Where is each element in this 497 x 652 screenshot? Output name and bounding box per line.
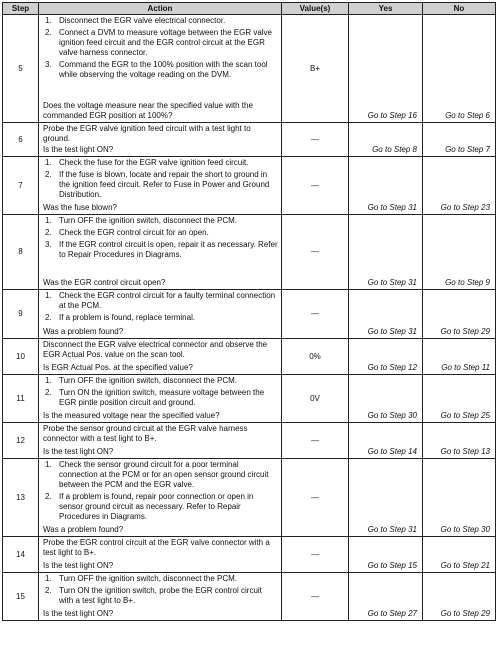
no-link[interactable]: Go to Step 7: [423, 123, 496, 157]
header-no: No: [423, 3, 496, 15]
table-row: [3, 123, 496, 157]
value-cell: —: [282, 123, 349, 157]
yes-link[interactable]: Go to Step 31: [349, 215, 423, 290]
table-row: [3, 15, 496, 123]
step-number: 8: [3, 215, 39, 290]
value-cell: —: [282, 423, 349, 459]
yes-link[interactable]: Go to Step 31: [349, 459, 423, 537]
action-cell: [39, 375, 282, 423]
instruction-item: [43, 28, 278, 58]
instruction-text: Turn OFF the ignition switch, disconnect the PCM.: [59, 216, 237, 225]
value-cell: 0V: [282, 375, 349, 423]
instruction-text: Turn ON the ignition switch, measure voltage between the EGR pintle position circuit and ground.: [59, 388, 265, 407]
instruction-item: [43, 240, 278, 260]
question-text: Was the fuse blown?: [43, 203, 117, 212]
yes-link[interactable]: Go to Step 14: [349, 423, 423, 459]
header-action: Action: [39, 3, 282, 15]
step-number: 6: [3, 123, 39, 157]
instruction-text: Command the EGR to the 100% position with the scan tool while observing the voltage reading on the DVM.: [59, 60, 268, 79]
action-cell: [39, 123, 282, 157]
step-instructions: [43, 460, 278, 522]
instruction-number: 2.: [45, 388, 52, 397]
table-row: [3, 573, 496, 621]
step-number: 7: [3, 157, 39, 215]
table-row: [3, 459, 496, 537]
instruction-number: 2.: [45, 170, 52, 179]
header-row: [3, 3, 496, 15]
instruction-number: 1.: [45, 376, 52, 385]
instruction-number: 1.: [45, 216, 52, 225]
instruction-item: [43, 228, 278, 238]
yes-link[interactable]: Go to Step 27: [349, 573, 423, 621]
value-cell: —: [282, 573, 349, 621]
instruction-number: 2.: [45, 492, 52, 501]
action-cell: [39, 537, 282, 573]
step-instructions: [43, 376, 278, 408]
value-cell: —: [282, 537, 349, 573]
no-link[interactable]: Go to Step 21: [423, 537, 496, 573]
instruction-number: 3.: [45, 240, 52, 249]
instruction-number: 2.: [45, 28, 52, 37]
instruction-item: [43, 460, 278, 490]
instruction-item: [43, 60, 278, 80]
no-link[interactable]: Go to Step 11: [423, 339, 496, 375]
value-cell: —: [282, 215, 349, 290]
no-link[interactable]: Go to Step 29: [423, 290, 496, 339]
instruction-item: [43, 574, 278, 584]
instruction-number: 2.: [45, 313, 52, 322]
no-link[interactable]: Go to Step 29: [423, 573, 496, 621]
instruction-item: [43, 492, 278, 522]
instruction-text: If a problem is found, replace terminal.: [59, 313, 196, 322]
instruction-text: Check the EGR control circuit for a faulty terminal connection at the PCM.: [59, 291, 276, 310]
action-cell: [39, 573, 282, 621]
question-text: Is the test light ON?: [43, 447, 114, 456]
instruction-text: If the fuse is blown, locate and repair the short to ground in the ignition feed circuit. Refer to Fuse in Power and Ground Distribution.: [59, 170, 270, 199]
table-row: [3, 290, 496, 339]
instruction-text: Check the fuse for the EGR valve ignition feed circuit.: [59, 158, 249, 167]
instruction-item: [43, 216, 278, 226]
instruction-number: 3.: [45, 60, 52, 69]
instruction-number: 2.: [45, 228, 52, 237]
step-instructions: [43, 16, 278, 80]
value-cell: 0%: [282, 339, 349, 375]
yes-link[interactable]: Go to Step 31: [349, 157, 423, 215]
step-number: 9: [3, 290, 39, 339]
action-cell: [39, 157, 282, 215]
instruction-text: Check the sensor ground circuit for a poor terminal connection at the PCM or for an open sensor ground circuit between the PCM and the EGR valve.: [59, 460, 269, 489]
no-link[interactable]: Go to Step 13: [423, 423, 496, 459]
yes-link[interactable]: Go to Step 15: [349, 537, 423, 573]
table-row: [3, 157, 496, 215]
action-cell: [39, 459, 282, 537]
instruction-number: 1.: [45, 460, 52, 469]
question-text: Was the EGR control circuit open?: [43, 278, 166, 287]
action-cell: [39, 215, 282, 290]
no-link[interactable]: Go to Step 9: [423, 215, 496, 290]
question-text: Is EGR Actual Pos. at the specified value?: [43, 363, 193, 372]
instruction-text: Turn ON the ignition switch, probe the EGR control circuit with a test light to B+.: [59, 586, 262, 605]
question-text: Is the test light ON?: [43, 145, 114, 154]
header-yes: Yes: [349, 3, 423, 15]
instruction-item: [43, 170, 278, 200]
instruction-number: 1.: [45, 158, 52, 167]
instruction-item: [43, 388, 278, 408]
instruction-text: Disconnect the EGR valve electrical connector.: [59, 16, 226, 25]
question-text: Does the voltage measure near the specified value with the commanded EGR position at 100%?: [43, 101, 253, 120]
action-text: Disconnect the EGR valve electrical connector and observe the EGR Actual Pos. value on the scan tool.: [43, 340, 268, 359]
instruction-number: 1.: [45, 291, 52, 300]
instruction-text: Connect a DVM to measure voltage between the EGR valve ignition feed circuit and the EGR control circuit at the EGR valve harness connector.: [59, 28, 272, 57]
step-instructions: [43, 574, 278, 606]
instruction-text: Turn OFF the ignition switch, disconnect the PCM.: [59, 574, 237, 583]
instruction-text: Check the EGR control circuit for an open.: [59, 228, 209, 237]
table-row: [3, 375, 496, 423]
action-cell: [39, 15, 282, 123]
yes-link[interactable]: Go to Step 12: [349, 339, 423, 375]
step-number: 15: [3, 573, 39, 621]
table-row: [3, 339, 496, 375]
no-link[interactable]: Go to Step 23: [423, 157, 496, 215]
step-number: 11: [3, 375, 39, 423]
yes-link[interactable]: Go to Step 8: [349, 123, 423, 157]
instruction-item: [43, 16, 278, 26]
question-text: Was a problem found?: [43, 525, 124, 534]
yes-link[interactable]: Go to Step 30: [349, 375, 423, 423]
value-cell: —: [282, 157, 349, 215]
instruction-text: If a problem is found, repair poor connection or open in sensor ground circuit as necessary. Refer to Repair Procedures in Diagrams.: [59, 492, 254, 521]
value-cell: —: [282, 459, 349, 537]
no-link[interactable]: Go to Step 30: [423, 459, 496, 537]
instruction-number: 1.: [45, 16, 52, 25]
step-number: 13: [3, 459, 39, 537]
yes-link[interactable]: Go to Step 31: [349, 290, 423, 339]
instruction-item: [43, 586, 278, 606]
instruction-number: 2.: [45, 586, 52, 595]
instruction-item: [43, 313, 278, 323]
no-link[interactable]: Go to Step 25: [423, 375, 496, 423]
table-row: [3, 423, 496, 459]
header-values: Value(s): [282, 3, 349, 15]
question-text: Was a problem found?: [43, 327, 124, 336]
value-cell: —: [282, 290, 349, 339]
instruction-text: If the EGR control circuit is open, repair it as necessary. Refer to Repair Procedures in Diagrams.: [59, 240, 278, 259]
step-number: 14: [3, 537, 39, 573]
header-step: Step: [3, 3, 39, 15]
step-instructions: [43, 291, 278, 323]
instruction-number: 1.: [45, 574, 52, 583]
value-cell: B+: [282, 15, 349, 123]
step-number: 10: [3, 339, 39, 375]
instruction-item: [43, 291, 278, 311]
action-cell: [39, 339, 282, 375]
action-text: Probe the EGR control circuit at the EGR valve connector with a test light to B+.: [43, 538, 270, 557]
no-link[interactable]: Go to Step 6: [423, 15, 496, 123]
diagnostic-table: [2, 2, 496, 621]
action-text: Probe the sensor ground circuit at the EGR valve harness connector with a test light to B+.: [43, 424, 248, 443]
instruction-text: Turn OFF the ignition switch, disconnect the PCM.: [59, 376, 237, 385]
table-row: [3, 537, 496, 573]
instruction-item: [43, 376, 278, 386]
table-row: [3, 215, 496, 290]
question-text: Is the test light ON?: [43, 561, 114, 570]
step-number: 12: [3, 423, 39, 459]
question-text: Is the measured voltage near the specified value?: [43, 411, 220, 420]
step-instructions: [43, 158, 278, 200]
action-cell: [39, 290, 282, 339]
instruction-item: [43, 158, 278, 168]
yes-link[interactable]: Go to Step 16: [349, 15, 423, 123]
step-number: 5: [3, 15, 39, 123]
question-text: Is the test light ON?: [43, 609, 114, 618]
action-cell: [39, 423, 282, 459]
action-text: Probe the EGR valve ignition feed circuit with a test light to ground.: [43, 124, 251, 143]
step-instructions: [43, 216, 278, 260]
